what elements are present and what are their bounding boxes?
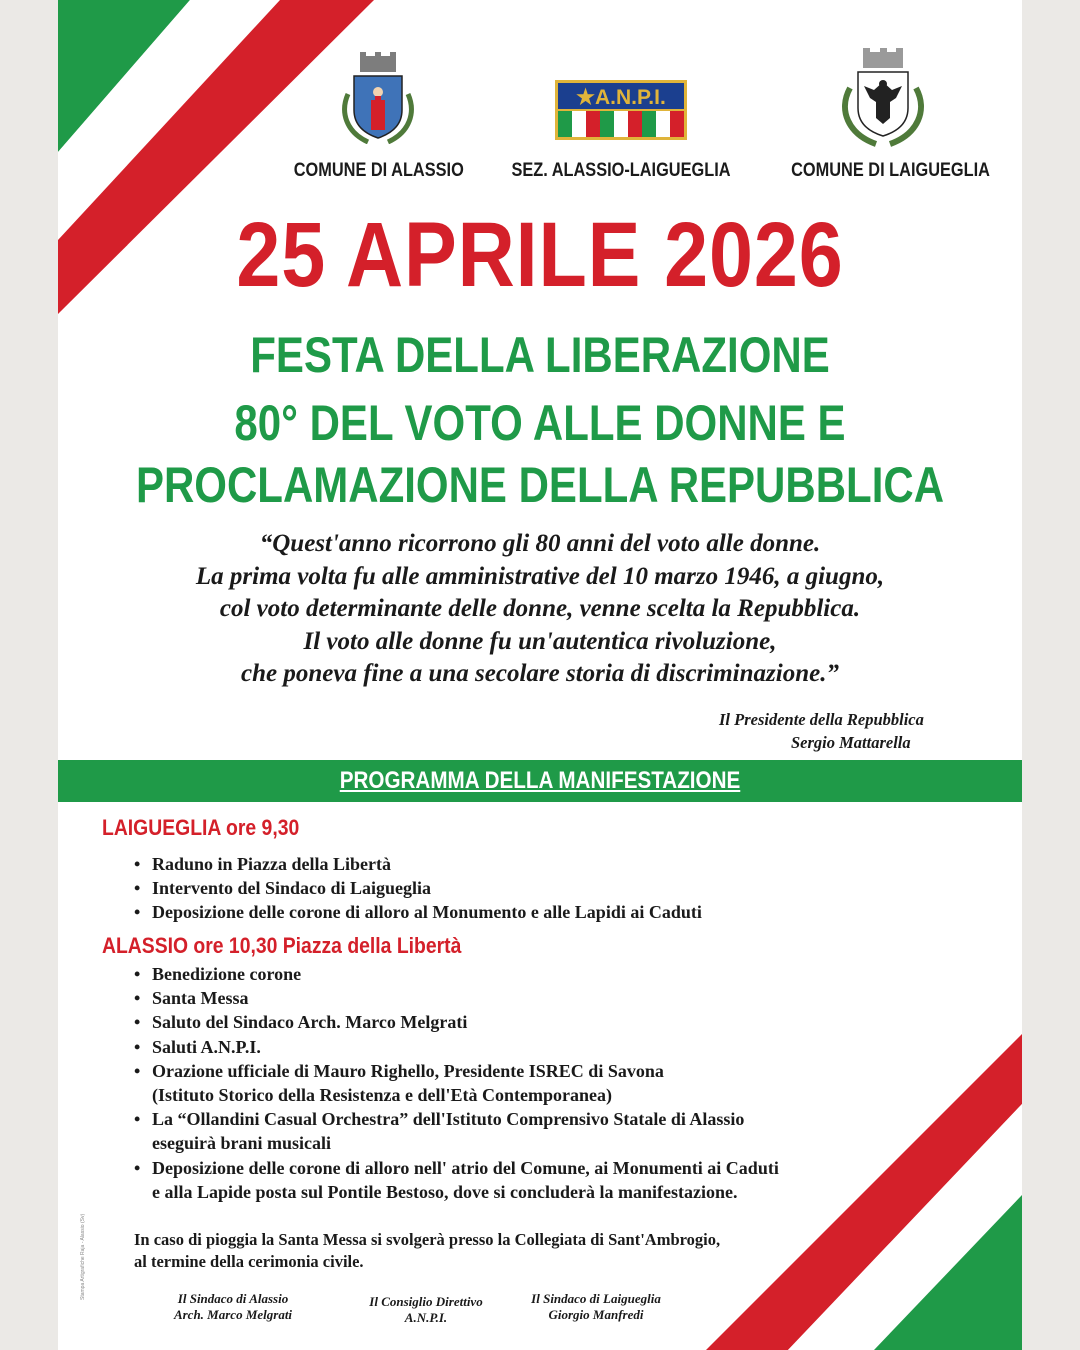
poster [58, 0, 1022, 1350]
title-line-1: FESTA DELLA LIBERAZIONE [250, 327, 830, 383]
quote-line: “Quest'anno ricorrono gli 80 anni del voto alle donne. [259, 530, 821, 557]
program-list-laigueglia [132, 852, 702, 925]
anpi-flag-logo-icon [555, 80, 687, 140]
title-line-2: 80° DEL VOTO ALLE DONNE E [234, 395, 846, 451]
quote-author-name: Sergio Mattarella [791, 733, 911, 752]
list-item: • Benedizione corone [132, 962, 779, 986]
list-item: • Saluti A.N.P.I. [132, 1035, 779, 1059]
list-item: • La “Ollandini Casual Orchestra” dell'Istituto Comprensivo Statale di Alassio eseguirà brani musicali [132, 1107, 779, 1155]
quote-line: col voto determinante delle donne, venne scelta la Repubblica. [219, 595, 861, 622]
event-date: 25 APRILE 2026 [236, 204, 844, 306]
signature-anpi: Il Consiglio Direttivo A.N.P.I. [369, 1294, 483, 1325]
signature-alassio: Il Sindaco di Alassio Arch. Marco Melgrati [173, 1291, 293, 1322]
signature-laigueglia: Il Sindaco di Laigueglia Giorgio Manfredi [531, 1291, 661, 1322]
laigueglia-coat-of-arms-icon [836, 48, 930, 148]
printer-note: Stampa Artigrafiche Raja - Alassio (Sv) [80, 1213, 86, 1300]
quote-line: che poneva fine a una secolare storia di discriminazione.” [241, 660, 839, 687]
section-heading-alassio: ALASSIO ore 10,30 Piazza della Libertà [102, 933, 462, 958]
list-item: • Orazione ufficiale di Mauro Righello, Presidente ISREC di Savona (Istituto Storico della Resistenza e dell'Età Contemporanea) [132, 1059, 779, 1107]
president-quote [58, 528, 1022, 691]
list-item: • Intervento del Sindaco di Laigueglia [132, 876, 702, 900]
logo-label-anpi: SEZ. ALASSIO-LAIGUEGLIA [511, 160, 731, 181]
quote-line: Il voto alle donne fu un'autentica rivoluzione, [303, 627, 777, 655]
program-list-alassio [132, 962, 779, 1204]
title-line-3: PROCLAMAZIONE DELLA REPUBBLICA [135, 457, 945, 513]
list-item: • Deposizione delle corone di alloro nell' atrio del Comune, ai Monumenti ai Caduti e alla Lapide posta sul Pontile Bestoso, dove si concluderà la manifestazione. [132, 1156, 779, 1204]
alassio-coat-of-arms-icon [338, 52, 418, 144]
logo-label-laigueglia: COMUNE DI LAIGUEGLIA [791, 160, 990, 181]
list-item: • Santa Messa [132, 986, 779, 1010]
anpi-logo-text: ★A.N.P.I. [576, 86, 666, 109]
rain-note: In caso di pioggia la Santa Messa si svolgerà presso la Collegiata di Sant'Ambrogio, al termine della cerimonia civile. [134, 1230, 721, 1271]
section-heading-laigueglia: LAIGUEGLIA ore 9,30 [102, 815, 300, 840]
logo-label-alassio: COMUNE DI ALASSIO [293, 160, 464, 181]
list-item: • Deposizione delle corone di alloro al Monumento e alle Lapidi ai Caduti [132, 900, 702, 924]
program-title: PROGRAMMA DELLA MANIFESTAZIONE [339, 767, 741, 794]
quote-line: La prima volta fu alle amministrative del 10 marzo 1946, a giugno, [195, 562, 885, 590]
quote-author-role: Il Presidente della Repubblica [719, 710, 924, 729]
list-item: • Saluto del Sindaco Arch. Marco Melgrati [132, 1010, 779, 1034]
list-item: • Raduno in Piazza della Libertà [132, 852, 702, 876]
